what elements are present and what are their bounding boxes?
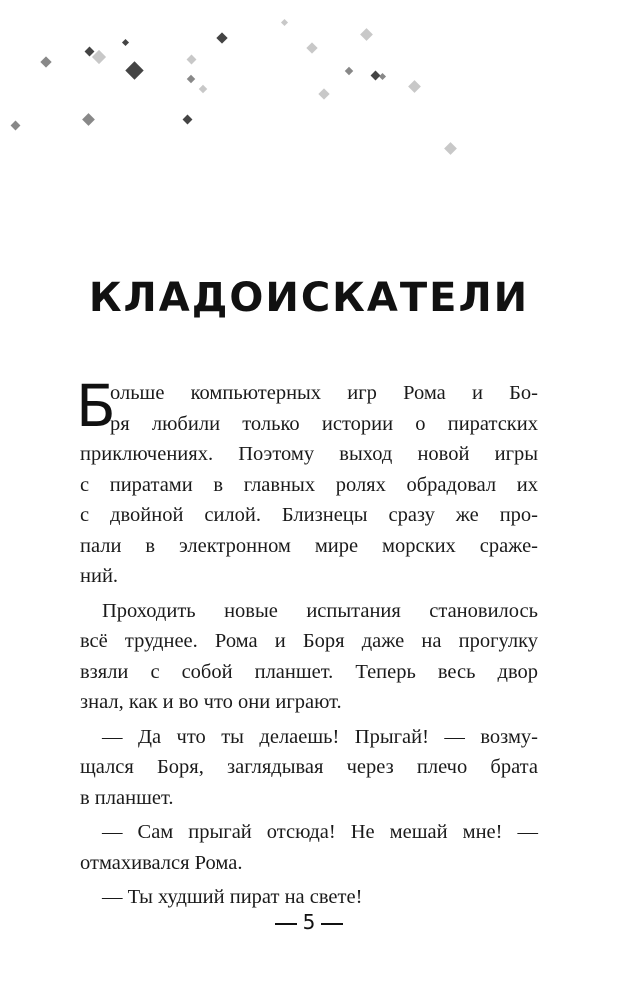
drop-cap: Б: [76, 372, 116, 440]
text-line: с пиратами в главных ролях обрадовал их: [80, 473, 538, 496]
text-line: знал, как и во что они играют.: [80, 691, 342, 713]
body-text: [80, 378, 538, 913]
confetti-square: [187, 75, 195, 83]
confetti-square: [183, 115, 193, 125]
confetti-square: [122, 39, 129, 46]
text-line: приключениях. Поэтому выход новой игры: [80, 443, 538, 465]
confetti-square: [345, 67, 353, 75]
text-line: ря любили только истории о пиратских: [110, 412, 538, 435]
confetti-square: [408, 80, 421, 93]
confetti-square: [40, 56, 51, 67]
confetti-square: [360, 28, 373, 41]
page-number: [0, 910, 618, 934]
confetti-square: [281, 19, 288, 26]
confetti-square: [444, 142, 457, 155]
confetti-square: [187, 55, 197, 65]
text-line: — Сам прыгай отсюда! Не мешай мне! —: [102, 821, 538, 843]
confetti-square: [216, 32, 227, 43]
chapter-title: КЛАДОИСКАТЕЛИ: [88, 275, 530, 321]
confetti-square: [379, 73, 386, 80]
text-line: пали в электронном мире морских сраже-: [80, 534, 538, 557]
text-line: ний.: [80, 565, 119, 587]
text-line: всё труднее. Рома и Боря даже на прогулку: [80, 630, 538, 652]
confetti-square: [82, 113, 95, 126]
text-line: Проходить новые испытания становилось: [102, 599, 538, 622]
text-line: ольше компьютерных игр Рома и Бо-: [110, 382, 538, 404]
text-line: в планшет.: [80, 786, 174, 809]
page-number-dash-right: [321, 923, 343, 925]
text-line: отмахивался Рома.: [80, 851, 243, 874]
page-number-value: 5: [302, 910, 316, 934]
text-line: — Ты худший пират на свете!: [102, 886, 363, 908]
confetti-square: [92, 50, 106, 64]
confetti-square: [125, 61, 143, 79]
text-line: с двойной силой. Близнецы сразу же про-: [80, 504, 538, 526]
page-number-dash-left: [275, 923, 297, 925]
confetti-square: [306, 42, 317, 53]
confetti-square: [318, 88, 329, 99]
confetti-square: [199, 85, 207, 93]
text-line: взяли с собой планшет. Теперь весь двор: [80, 660, 538, 683]
text-line: щался Боря, заглядывая через плечо брата: [80, 756, 538, 778]
confetti-square: [11, 121, 21, 131]
confetti-decoration: [0, 0, 618, 170]
text-line: — Да что ты делаешь! Прыгай! — возму-: [102, 725, 538, 748]
